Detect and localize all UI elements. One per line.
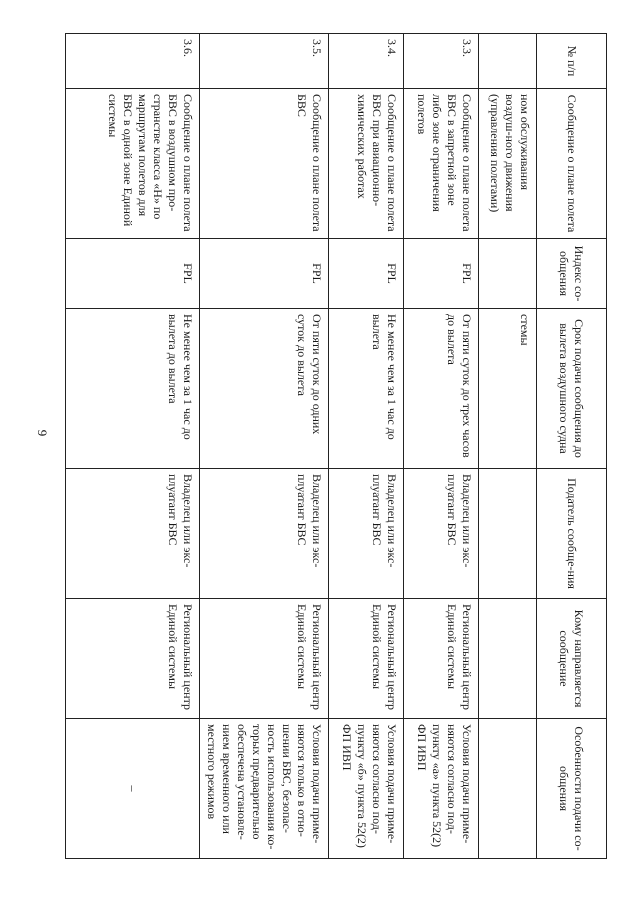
header-index: Индекс со-общения: [537, 239, 607, 309]
cell-index: FPL: [404, 239, 479, 309]
cell-sender: Владелец или экс-плуатант БВС: [329, 469, 404, 599]
table-row: [329, 34, 404, 859]
header-num: № п/п: [537, 34, 607, 89]
cell-term: стемы: [479, 309, 537, 469]
cell-sender: Владелец или экс-плуатант БВС: [404, 469, 479, 599]
table-row: [66, 34, 200, 859]
cell-notes: Условия подачи приме-няются согласно под-пункту «а» пункта 52(2) ФП ИВП: [404, 719, 479, 859]
cell-num: [479, 34, 537, 89]
header-sender: Податель сообще-ния: [537, 469, 607, 599]
table-header-row: [537, 34, 607, 859]
cell-term: От пяти суток до одних суток до вылета: [200, 309, 329, 469]
page-number: 9: [35, 429, 50, 437]
cell-notes: Условия подачи приме-няются согласно под-пункту «б» пункта 52(2) ФП ИВП: [329, 719, 404, 859]
header-notes: Особенности подачи со-общения: [537, 719, 607, 859]
cell-recipient: Региональный центр Единой системы: [404, 599, 479, 719]
cell-num: 3.5.: [200, 34, 329, 89]
cell-index: FPL: [329, 239, 404, 309]
cell-message: Сообщение о плане полета БВС при авиационно-химических работах: [329, 89, 404, 239]
cell-sender: Владелец или экс-плуатант БВС: [200, 469, 329, 599]
table-row: [479, 34, 537, 859]
document-content: [67, 33, 607, 858]
cell-num: 3.6.: [66, 34, 200, 89]
cell-sender: Владелец или экс-плуатант БВС: [66, 469, 200, 599]
cell-message: Сообщение о плане полета БВС в запретной зоне либо зоне ограничения полетов: [404, 89, 479, 239]
cell-recipient: Региональный центр Единой системы: [329, 599, 404, 719]
cell-recipient: [479, 599, 537, 719]
cell-term: Не менее чем за 1 час до вылета до вылета: [66, 309, 200, 469]
flight-plan-table: [65, 33, 607, 859]
cell-sender: [479, 469, 537, 599]
cell-index: FPL: [66, 239, 200, 309]
cell-term: От пяти суток до трех часов до вылета: [404, 309, 479, 469]
cell-recipient: Региональный центр Единой системы: [200, 599, 329, 719]
cell-message: Сообщение о плане полета БВС: [200, 89, 329, 239]
cell-notes: [479, 719, 537, 859]
rotated-page-area: [67, 33, 607, 858]
header-term: Срок подачи сообщения до вылета воздушного судна: [537, 309, 607, 469]
cell-notes: –: [66, 719, 200, 859]
cell-index: FPL: [200, 239, 329, 309]
table-row: [200, 34, 329, 859]
cell-num: 3.4.: [329, 34, 404, 89]
table-row: [404, 34, 479, 859]
cell-recipient: Региональный центр Единой системы: [66, 599, 200, 719]
cell-notes: Условия подачи приме-няются только в отно-шении БВС, безопас-ность использования ко-торых предварительно обеспечена установле-нием временного или местного режимов: [200, 719, 329, 859]
cell-message: Сообщение о плане полета БВС в воздушном про-странстве класса «Н» по маршрутам полетов для БВС в одной зоне Единой системы: [66, 89, 200, 239]
cell-term: Не менее чем за 1 час до вылета: [329, 309, 404, 469]
cell-message: ном обслуживания воздуш-ного движения (управления полетами): [479, 89, 537, 239]
cell-index: [479, 239, 537, 309]
header-message: Сообщение о плане полета: [537, 89, 607, 239]
cell-num: 3.3.: [404, 34, 479, 89]
header-recipient: Кому направляется сообщение: [537, 599, 607, 719]
